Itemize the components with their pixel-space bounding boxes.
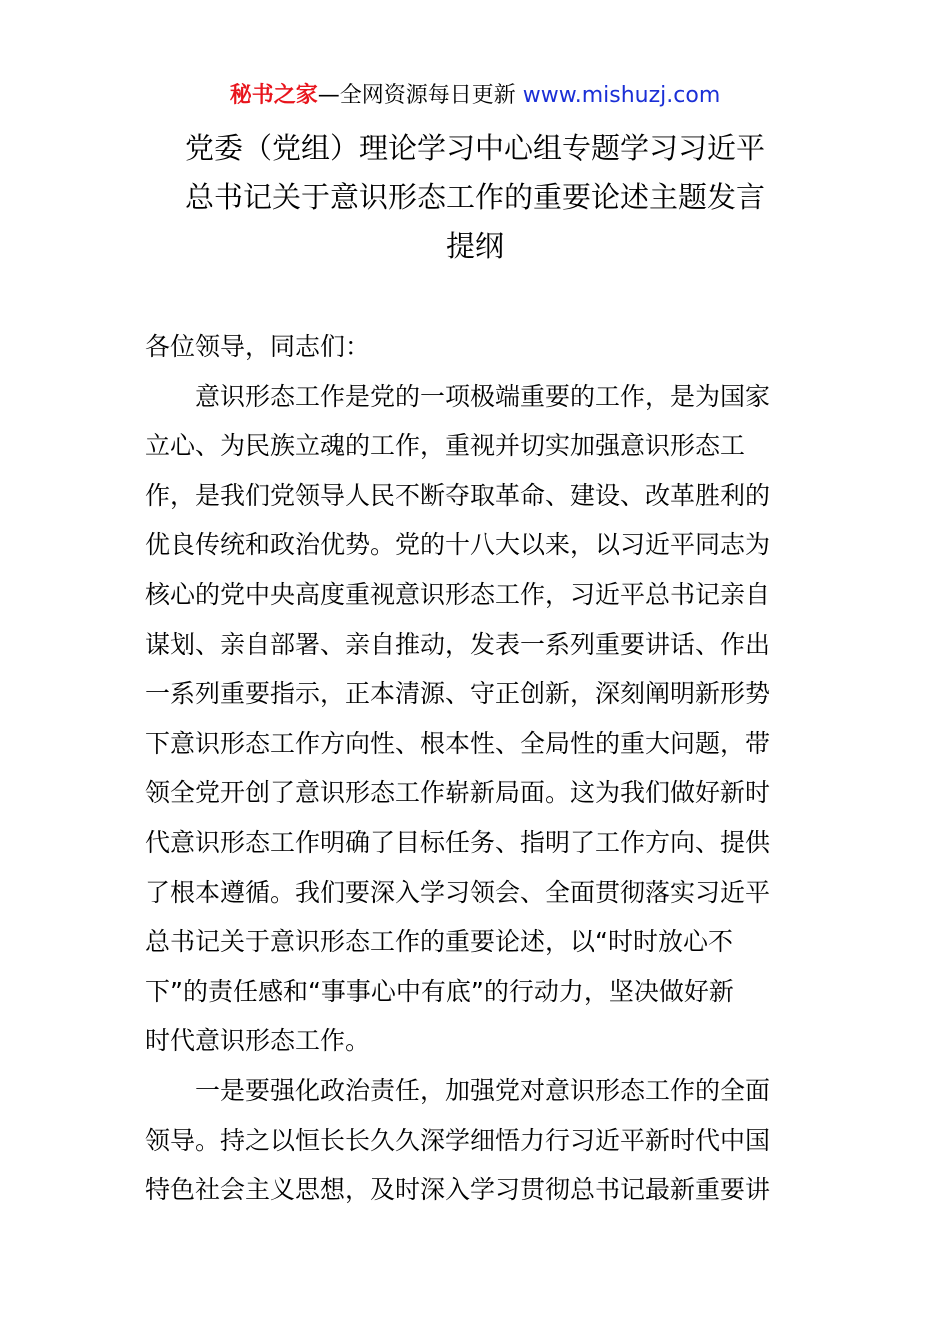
title-line: 总书记关于意识形态工作的重要论述主题发言 xyxy=(184,180,765,214)
body-line: 下”的责任感和“事事心中有底”的行动力，坚决做好新 xyxy=(145,976,734,1006)
body-line: 特色社会主义思想，及时深入学习贯彻总书记最新重要讲 xyxy=(145,1175,771,1205)
body-line: 核心的党中央高度重视意识形态工作，习近平总书记亲自 xyxy=(145,579,771,609)
body-line: 立心、为民族立魂的工作，重视并切实加强意识形态工 xyxy=(145,431,746,461)
title-line: 党委（党组）理论学习中心组专题学习习近平 xyxy=(184,131,765,165)
body-line: 一是要强化政治责任，加强党对意识形态工作的全面 xyxy=(145,1075,771,1105)
site-brand: 秘书之家 xyxy=(229,83,318,108)
body-line: 时代意识形态工作。 xyxy=(145,1026,371,1056)
site-header xyxy=(0,80,950,112)
body-line: 下意识形态工作方向性、根本性、全局性的重大问题，带 xyxy=(145,728,771,758)
body-line: 领导。持之以恒长长久久深学细悟力行习近平新时代中国 xyxy=(145,1125,771,1155)
document-body xyxy=(145,322,810,1215)
title-line: 提纲 xyxy=(445,229,504,263)
body-line: 领全党开创了意识形态工作崭新局面。这为我们做好新时 xyxy=(145,778,771,808)
salutation: 各位领导，同志们： xyxy=(145,332,371,361)
body-line: 意识形态工作是党的一项极端重要的工作，是为国家 xyxy=(145,381,771,411)
site-tagline: —全网资源每日更新 xyxy=(317,83,516,108)
body-line: 优良传统和政治优势。党的十八大以来，以习近平同志为 xyxy=(145,530,771,560)
body-line: 作，是我们党领导人民不断夺取革命、建设、改革胜利的 xyxy=(145,480,771,510)
document-title xyxy=(110,124,840,271)
body-line: 代意识形态工作明确了目标任务、指明了工作方向、提供 xyxy=(145,827,771,857)
body-line: 一系列重要指示，正本清源、守正创新，深刻阐明新形势 xyxy=(145,679,771,709)
body-line: 谋划、亲自部署、亲自推动，发表一系列重要讲话、作出 xyxy=(145,629,771,659)
site-url-link[interactable]: www.mishuzj.com xyxy=(522,83,721,108)
body-line: 总书记关于意识形态工作的重要论述，以“时时放心不 xyxy=(145,927,733,957)
body-line: 了根本遵循。我们要深入学习领会、全面贯彻落实习近平 xyxy=(145,877,771,907)
